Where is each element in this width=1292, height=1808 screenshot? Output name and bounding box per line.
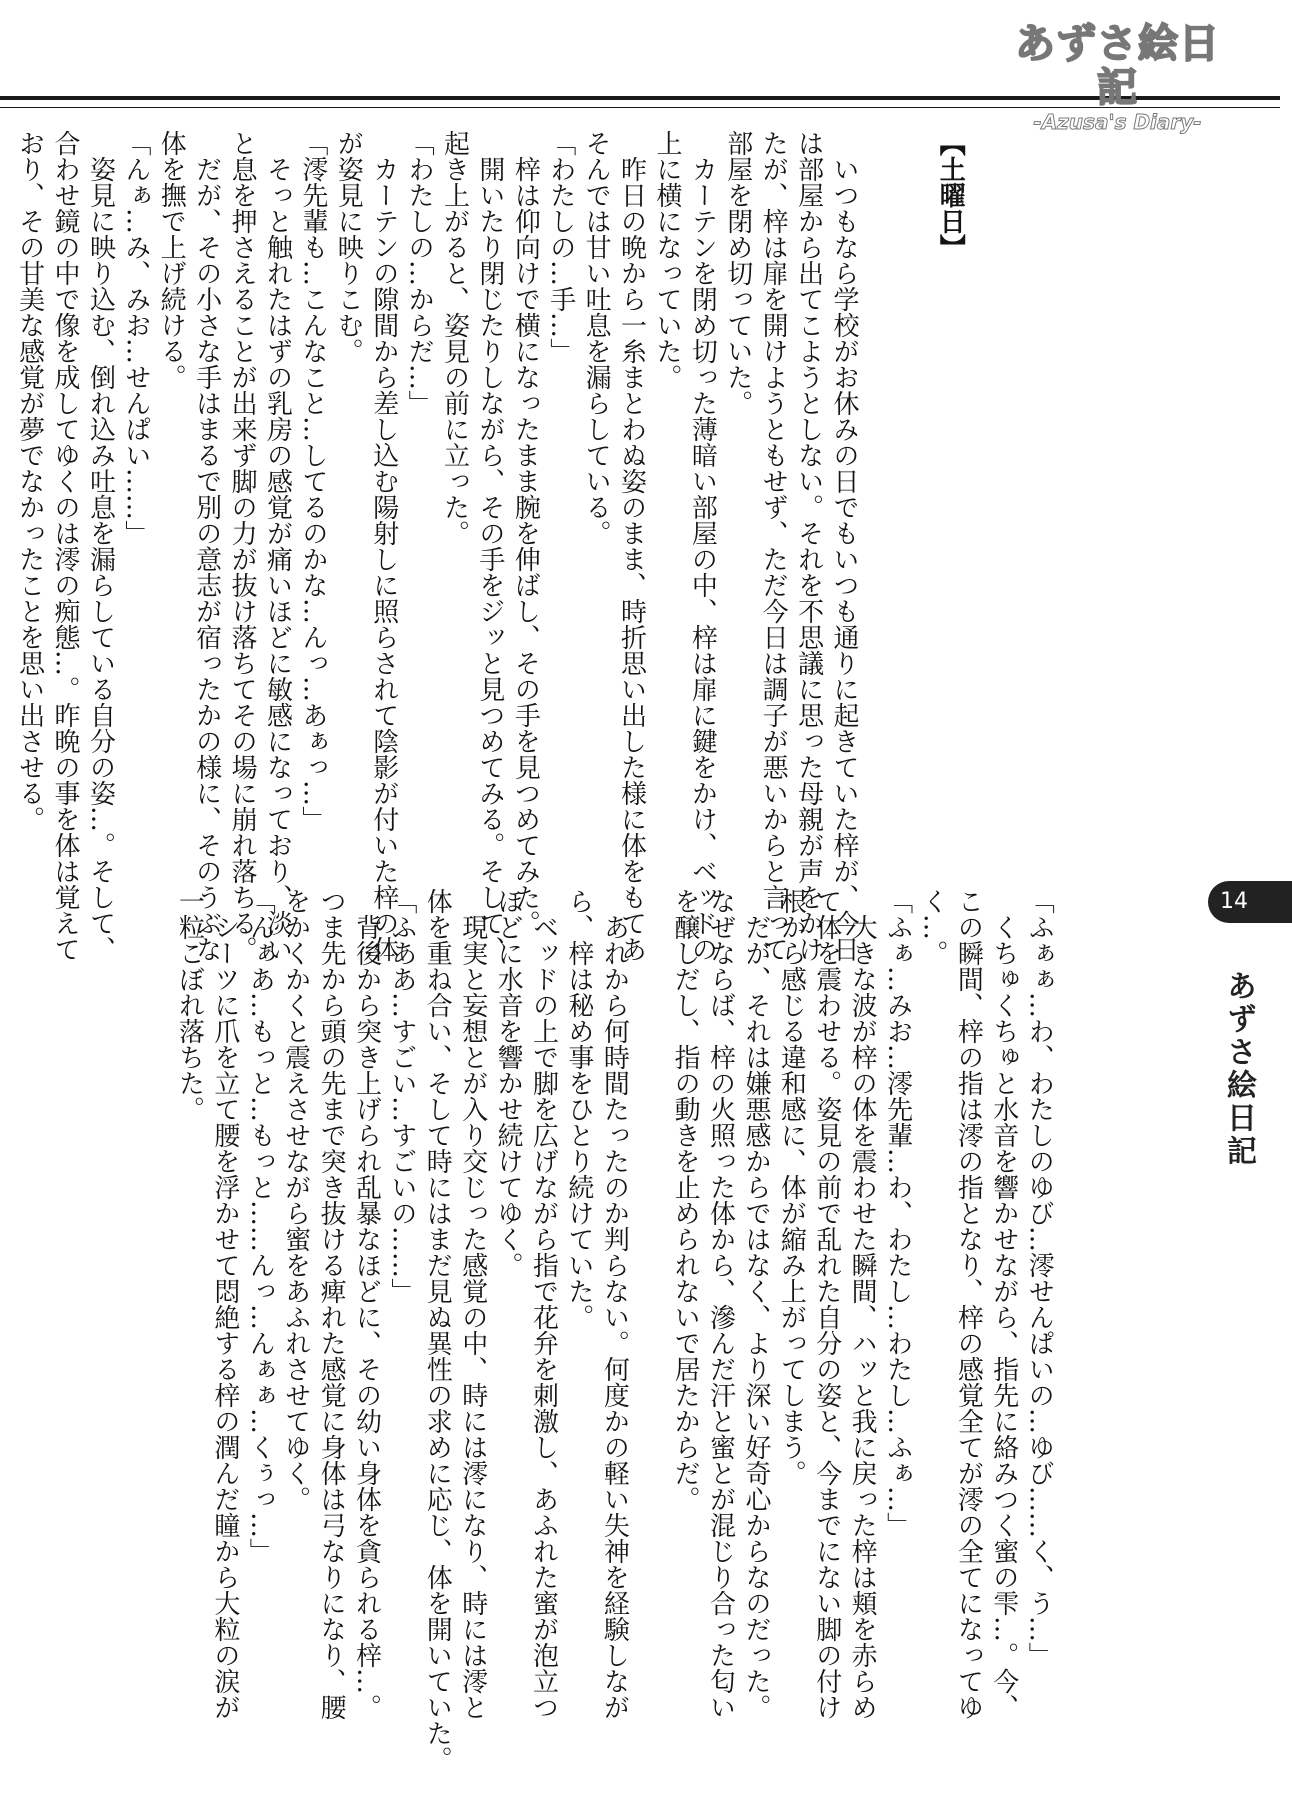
text-line: ら、梓は秘め事をひとり続けていた。 (563, 888, 594, 1330)
text-line: カーテンを閉め切った薄暗い部屋の中、梓は扉に鍵をかけ、ベッドの (687, 130, 718, 962)
text-line: が姿見に映りこむ。 (333, 130, 364, 364)
text-line: この瞬間、梓の指は澪の指となり、梓の感覚全てが澪の全てになってゆ (953, 888, 984, 1720)
text-line: 昨日の晩から一糸まとわぬ姿のまま、時折思い出した様に体をもてあ (616, 130, 647, 962)
top-text-body (11, 130, 861, 962)
text-line: つま先から頭の先まで突き抜ける痺れた感覚に身体は弓なりになり、腰 (316, 888, 347, 1720)
text-line: 「ふぁぁ…わ、わたしのゆび…澪せんぱいの…ゆび……く、う…」 (1024, 888, 1055, 1668)
text-line: いつもなら学校がお休みの日でもいつも通りに起きていた梓が、今日 (828, 130, 859, 962)
text-line: そんでは甘い吐息を漏らしている。 (581, 130, 612, 546)
text-line: 「んぁ…み、みお…せんぱい……」 (120, 130, 151, 546)
text-line: 部屋を閉め切っていた。 (722, 130, 753, 416)
text-line: 合わせ鏡の中で像を成してゆくのは澪の痴態…。昨晩の事を体は覚えて (50, 130, 81, 962)
text-line: 「わたしの…からだ…」 (404, 130, 435, 416)
text-line: 上に横になっていた。 (651, 130, 682, 390)
text-line: カーテンの隙間から差し込む陽射しに照らされて陰影が付いた梓の体 (368, 130, 399, 962)
text-line: シーツに爪を立て腰を浮かせて悶絶する梓の潤んだ瞳から大粒の涙が (209, 888, 240, 1720)
text-line: 「ふああ…すごい…すごいの……」 (386, 888, 417, 1304)
section-heading: 【土曜日】 (935, 130, 966, 260)
text-line: くちゅくちゅと水音を響かせながら、指先に絡みつく蜜の雫…。今、 (988, 888, 1019, 1720)
top-text-column (14, 130, 1038, 962)
text-line: たが、梓は扉を開けようともせず、ただ今日は調子が悪いからと言って (758, 130, 789, 962)
bottom-text-body (171, 888, 1056, 1772)
text-line: 背後から突き上げられ乱暴なほどに、その幼い身体を貪られる梓…。 (351, 888, 382, 1720)
logo-title: あずさ絵日記 (1015, 21, 1220, 111)
text-line: 根から感じる違和感に、体が縮み上がってしまう。 (776, 888, 807, 1486)
series-logo (1010, 21, 1225, 134)
text-line: ベッドの上で脚を広げながら指で花弁を刺激し、あふれた蜜が泡立つ (528, 888, 559, 1720)
text-line: 大きな波が梓の体を震わせた瞬間、ハッと我に戻った梓は頬を赤らめ (847, 888, 878, 1720)
text-line: ほどに水音を響かせ続けてゆく。 (493, 888, 524, 1278)
text-line: をかくかくと震えさせながら蜜をあふれさせてゆく。 (280, 888, 311, 1512)
text-line: く…。 (917, 888, 948, 966)
text-line: 「んぁあ…もっと…もっと……んっ…んぁぁ…くぅっ…」 (245, 888, 276, 1564)
text-line: だが、それは嫌悪感からではなく、より深い好奇心からなのだった。 (740, 888, 771, 1720)
logo-subtitle: -Azusa's Diary- (1033, 110, 1202, 134)
text-line: だが、その小さな手はまるで別の意志が宿ったかの様に、そのうぶな (191, 130, 222, 962)
text-line: 現実と妄想とが入り交じった感覚の中、時には澪になり、時には澪と (457, 888, 488, 1720)
text-line: は部屋から出てこようとしない。それを不思議に思った母親が声をかけ (793, 130, 824, 962)
text-line: なぜならば、梓の火照った体から、滲んだ汗と蜜とが混じり合った匂い (705, 888, 736, 1720)
page-number: 14 (1208, 881, 1292, 923)
text-line: 体を撫で上げ続ける。 (156, 130, 187, 390)
text-line: 「わたしの…手…」 (545, 130, 576, 364)
text-line: 開いたり閉じたりしながら、その手をジッと見つめてみる。そして、 (474, 130, 505, 962)
text-line: を醸しだし、指の動きを止められないで居たからだ。 (670, 888, 701, 1512)
side-title: あずさ絵日記 (1221, 970, 1256, 1168)
text-line: と息を押さえることが出来ず脚の力が抜け落ちてその場に崩れ落ちる。 (227, 130, 258, 962)
bottom-text-column (150, 888, 1127, 1772)
text-line: 体を重ね合い、そして時にはまだ見ぬ異性の求めに応じ、体を開いていた。 (422, 888, 453, 1772)
text-line: そっと触れたはずの乳房の感覚が痛いほどに敏感になっており、淡い (262, 130, 293, 962)
text-line: 姿見に映り込む、倒れ込み吐息を漏らしている自分の姿…。そして、 (85, 130, 116, 962)
text-line: 「ふぁ…みお…澪先輩…わ、わたし…わたし…ふぁ…」 (882, 888, 913, 1538)
text-line: 梓は仰向けで横になったまま腕を伸ばし、その手を見つめてみた。 (510, 130, 541, 936)
text-line: 起き上がると、姿見の前に立った。 (439, 130, 470, 546)
text-line: 一粒こぼれ落ちた。 (174, 888, 205, 1122)
text-line: おり、その甘美な感覚が夢でなかったことを思い出させる。 (14, 130, 45, 832)
text-line: あれから何時間たったのか判らない。何度かの軽い失神を経験しなが (599, 888, 630, 1720)
text-line: 「澪先輩も…こんなこと…してるのかな…んっ…あぁっ…」 (297, 130, 328, 832)
text-line: て体を震わせる。姿見の前で乱れた自分の姿と、今までにない脚の付け (811, 888, 842, 1720)
text-line (631, 888, 666, 1738)
